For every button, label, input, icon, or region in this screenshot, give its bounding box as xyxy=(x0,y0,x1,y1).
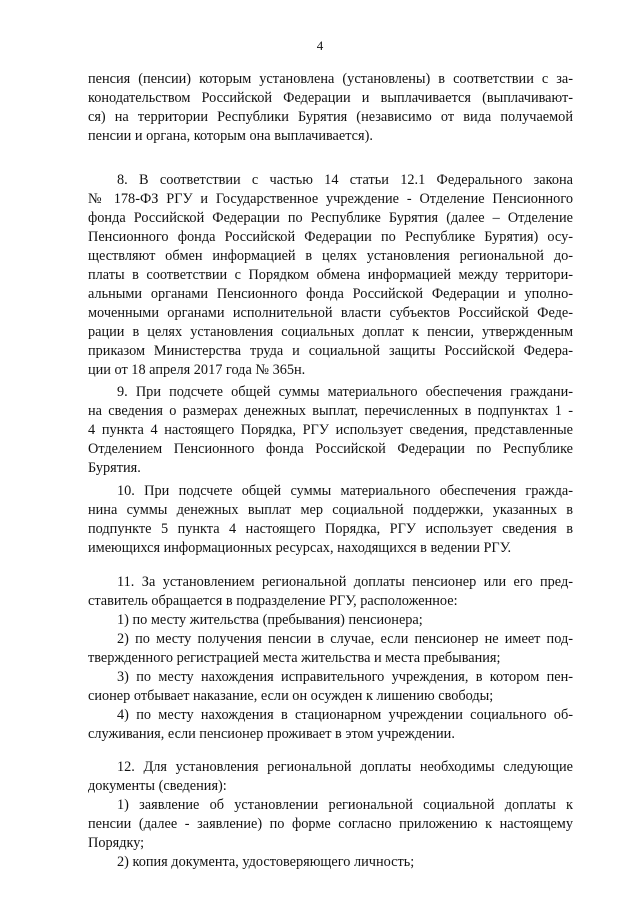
text-line: подпункте 5 пункта 4 настоящего Порядка, РГУ использует сведения в xyxy=(88,521,573,537)
text-line: 2) копия документа, удостоверяющего личность; xyxy=(117,854,415,870)
text-line: Пенсионного фонда Российской Федерации по Республике Бурятия) осу- xyxy=(88,229,573,245)
text-line: ся) на территории Республики Бурятия (независимо от вида получаемой xyxy=(88,109,573,125)
text-line: рации в целях установления социальных доплат к пенсии, утвержденным xyxy=(88,324,573,340)
text-line: Бурятия. xyxy=(88,460,141,476)
text-line: № 178-ФЗ РГУ и Государственное учреждение - Отделение Пенсионного xyxy=(88,191,573,207)
text-line: приказом Министерства труда и социальной защиты Российской Федера- xyxy=(88,343,573,359)
text-line: имеющихся информационных ресурсах, находящихся в ведении РГУ. xyxy=(88,540,512,556)
text-line: пенсии (далее - заявление) по форме согласно приложению к настоящему xyxy=(88,816,573,832)
text-line: 8. В соответствии с частью 14 статьи 12.1 Федерального закона xyxy=(117,172,573,188)
text-line: 11. За установлением региональной доплаты пенсионер или его пред- xyxy=(117,574,573,590)
text-line: платы в соответствии с Порядком обмена информацией между территори- xyxy=(88,267,573,283)
text-line: служивания, если пенсионер проживает в этом учреждении. xyxy=(88,726,455,742)
text-line: сионер отбывает наказание, если он осужден к лишению свободы; xyxy=(88,688,494,704)
text-line: 1) заявление об установлении региональной социальной доплаты к xyxy=(117,797,573,813)
text-line: ции от 18 апреля 2017 года № 365н. xyxy=(88,362,306,378)
text-line: 3) по месту нахождения исправительного учреждения, в котором пен- xyxy=(117,669,573,685)
text-line: документы (сведения): xyxy=(88,778,227,794)
text-line: 4 пункта 4 настоящего Порядка, РГУ использует сведения, представленные xyxy=(88,422,573,438)
page-number: 4 xyxy=(316,38,324,53)
text-line: фонда Российской Федерации по Республике Бурятия (далее – Отделение xyxy=(88,210,573,226)
text-line: пенсия (пенсии) которым установлена (установлены) в соответствии с за- xyxy=(88,71,573,87)
text-line: ществляют обмен информацией в целях установления региональной до- xyxy=(88,248,573,264)
text-line: Отделением Пенсионного фонда Российской Федерации по Республике xyxy=(88,441,573,457)
text-line: нина суммы денежных выплат мер социальной поддержки, указанных в xyxy=(88,502,573,518)
text-line: 12. Для установления региональной доплаты необходимы следующие xyxy=(117,759,573,775)
text-line: пенсии и органа, которым она выплачивается). xyxy=(88,128,373,144)
text-line: 9. При подсчете общей суммы материального обеспечения граждани- xyxy=(117,384,573,400)
text-line: 4) по месту нахождения в стационарном учреждении социального об- xyxy=(117,707,573,723)
text-line: 2) по месту получения пенсии в случае, если пенсионер не имеет под- xyxy=(117,631,573,647)
text-line: Порядку; xyxy=(88,835,145,851)
text-line: 1) по месту жительства (пребывания) пенсионера; xyxy=(117,612,423,628)
text-line: ставитель обращается в подразделение РГУ, расположенное: xyxy=(88,593,458,609)
text-line: твержденного регистрацией места жительства и места пребывания; xyxy=(88,650,501,666)
text-line: 10. При подсчете общей суммы материального обеспечения гражда- xyxy=(117,483,573,499)
text-line: на сведения о размерах денежных выплат, перечисленных в подпунктах 1 - xyxy=(88,403,573,419)
text-line: моченными органами исполнительной власти субъектов Российской Феде- xyxy=(88,305,573,321)
text-line: альными органами Пенсионного фонда Российской Федерации и уполно- xyxy=(88,286,573,302)
text-line: конодательством Российской Федерации и выплачивается (выплачивают- xyxy=(88,90,573,106)
